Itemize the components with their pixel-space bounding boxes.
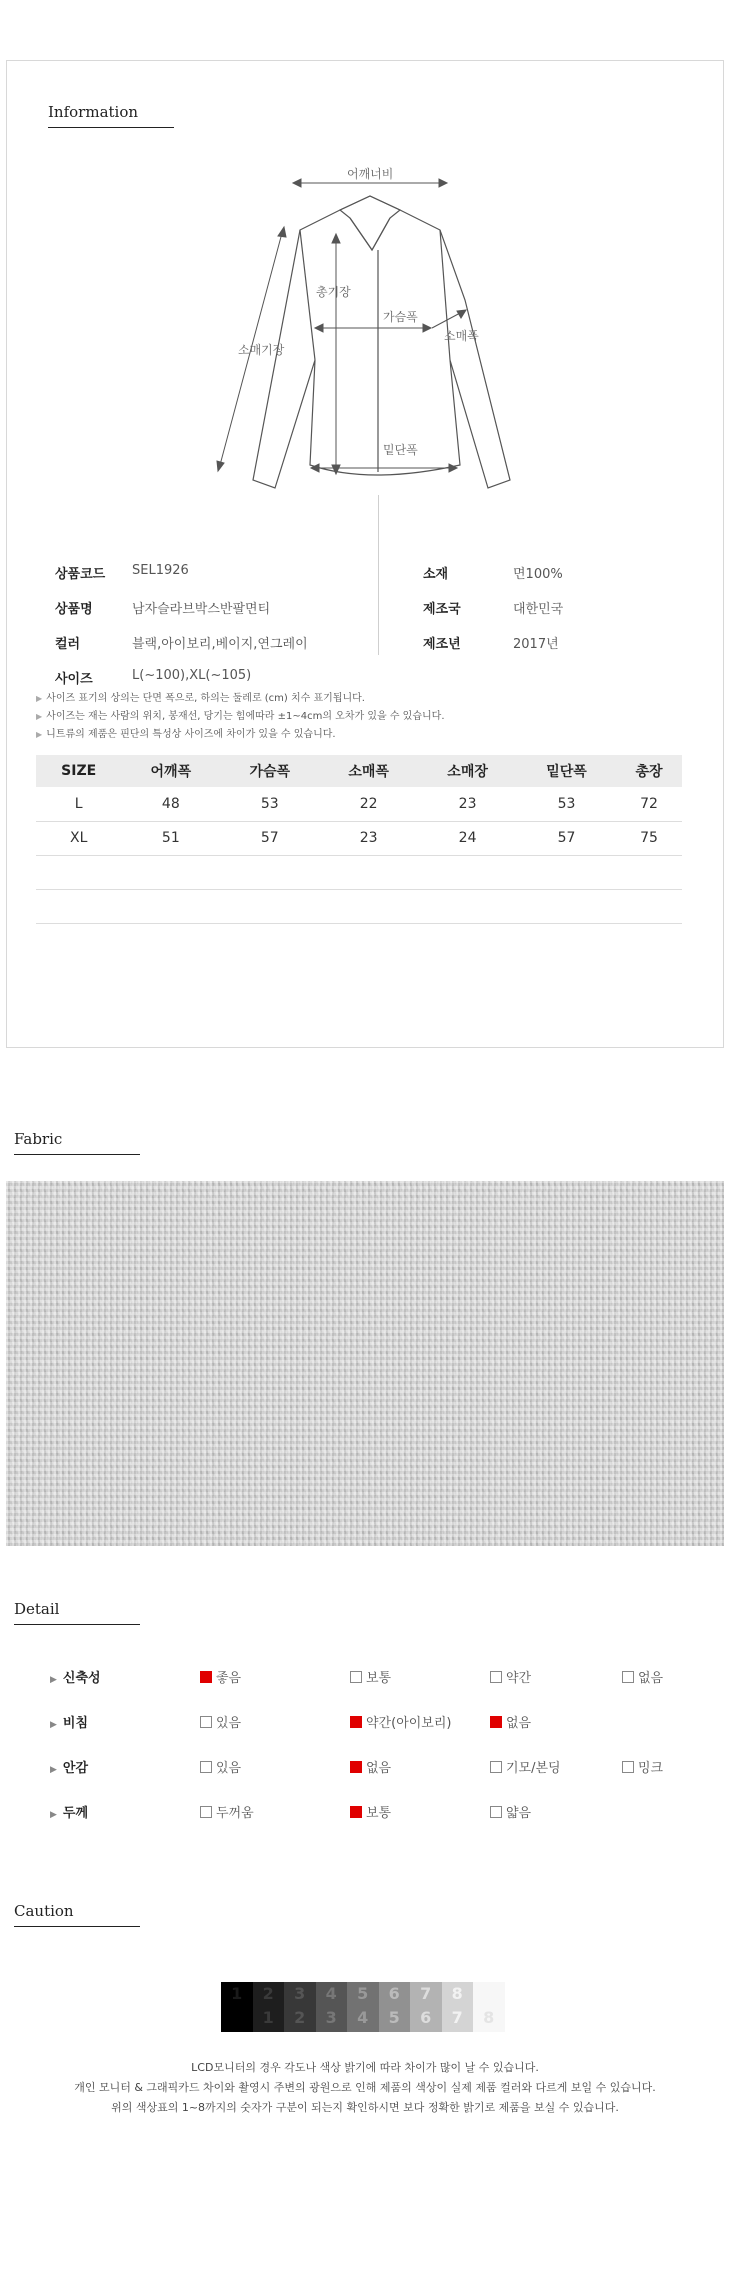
checkbox-checked-icon — [350, 1761, 362, 1773]
header-cell: 어깨폭 — [121, 755, 220, 787]
spec-key-material: 소재 — [423, 567, 449, 582]
table-cell: 22 — [319, 787, 418, 821]
brightness-swatch: 1 — [221, 1982, 253, 2032]
caution-line: 개인 모니터 & 그래픽카드 차이와 촬영시 주변의 광원으로 인해 제품의 색상이 실제 제품 컬러와 다르게 보일 수 있습니다. — [74, 2081, 656, 2094]
checkbox-checked-icon — [350, 1716, 362, 1728]
spec-value-code: SEL1926 — [132, 563, 189, 578]
spec-divider — [378, 495, 379, 655]
size-table — [36, 755, 682, 924]
checkbox-icon — [200, 1716, 212, 1728]
label-total-length: 총기장 — [316, 285, 351, 299]
detail-option: 없음 — [350, 1757, 391, 1776]
spec-value-year: 2017년 — [513, 637, 559, 652]
caution-line: LCD모니터의 경우 각도나 색상 밝기에 따라 차이가 많이 날 수 있습니다. — [191, 2061, 539, 2074]
size-note: ▶ 니트류의 제품은 핀단의 특성상 사이즈에 차이가 있을 수 있습니다. — [36, 726, 445, 744]
information-title: Information — [48, 103, 174, 128]
detail-row-stretch — [0, 1667, 730, 1687]
table-cell: 53 — [517, 787, 616, 821]
checkbox-checked-icon — [350, 1806, 362, 1818]
spec-key-size: 사이즈 — [55, 672, 93, 687]
table-row — [36, 889, 682, 923]
spec-key-year: 제조년 — [423, 637, 461, 652]
table-cell: 23 — [319, 821, 418, 855]
detail-option: 보통 — [350, 1667, 391, 1686]
label-sleeve-width: 소매폭 — [444, 329, 479, 343]
detail-option: 좋음 — [200, 1667, 241, 1686]
header-cell: 소매장 — [418, 755, 517, 787]
header-cell: 밑단폭 — [517, 755, 616, 787]
detail-option: 약간(아이보리) — [350, 1712, 452, 1731]
label-shoulder: 어깨너비 — [347, 167, 394, 181]
checkbox-icon — [622, 1761, 634, 1773]
spec-key-country: 제조국 — [423, 602, 461, 617]
detail-option: 없음 — [490, 1712, 531, 1731]
table-cell: 23 — [418, 787, 517, 821]
size-notes — [36, 690, 445, 744]
detail-row-lining — [0, 1757, 730, 1777]
table-cell: 48 — [121, 787, 220, 821]
detail-option: 기모/본딩 — [490, 1757, 561, 1776]
table-row — [36, 787, 682, 821]
brightness-swatch: 2 1 — [253, 1982, 285, 2032]
spec-value-color: 블랙,아이보리,베이지,연그레이 — [132, 637, 308, 652]
spec-value-name: 남자슬라브박스반팔면티 — [132, 602, 271, 617]
detail-label: ▶ 안감 — [50, 1757, 88, 1776]
table-cell: 51 — [121, 821, 220, 855]
header-cell: 소매폭 — [319, 755, 418, 787]
checkbox-icon — [490, 1761, 502, 1773]
detail-row-thickness — [0, 1802, 730, 1822]
caution-title: Caution — [14, 1902, 140, 1927]
detail-label: ▶ 비침 — [50, 1712, 88, 1731]
spec-key-name: 상품명 — [55, 602, 93, 617]
header-cell: SIZE — [36, 755, 121, 787]
table-cell: 24 — [418, 821, 517, 855]
table-cell: 57 — [220, 821, 319, 855]
detail-label: ▶ 두께 — [50, 1802, 88, 1821]
brightness-swatch: 3 2 — [284, 1982, 316, 2032]
size-note: ▶ 사이즈 표기의 상의는 단면 폭으로, 하의는 둘레로 (cm) 치수 표기됩니다. — [36, 690, 445, 708]
detail-option: 얇음 — [490, 1802, 531, 1821]
spec-value-country: 대한민국 — [513, 602, 564, 617]
table-row — [36, 855, 682, 889]
brightness-swatch: 8 — [473, 1982, 505, 2032]
detail-option: 보통 — [350, 1802, 391, 1821]
spec-key-color: 컬러 — [55, 637, 81, 652]
brightness-swatch: 7 6 — [410, 1982, 442, 2032]
detail-option: 밍크 — [622, 1757, 663, 1776]
table-cell: XL — [36, 821, 121, 855]
table-cell: 75 — [616, 821, 682, 855]
brightness-swatches — [221, 1982, 505, 2032]
detail-title: Detail — [14, 1600, 140, 1625]
detail-row-sheer — [0, 1712, 730, 1732]
header-cell: 총장 — [616, 755, 682, 787]
fabric-swatch-image — [6, 1181, 724, 1546]
table-row — [36, 821, 682, 855]
table-cell: 72 — [616, 787, 682, 821]
checkbox-icon — [622, 1671, 634, 1683]
size-table-header — [36, 755, 682, 787]
shirt-measurement-diagram — [200, 100, 540, 500]
spec-key-code: 상품코드 — [55, 567, 106, 582]
label-chest: 가슴폭 — [383, 310, 418, 324]
brightness-swatch: 6 5 — [379, 1982, 411, 2032]
caution-line: 위의 색상표의 1~8까지의 숫자가 구분이 되는지 확인하시면 보다 정확한 밝기로 제품을 보실 수 있습니다. — [111, 2101, 619, 2114]
table-cell: L — [36, 787, 121, 821]
detail-option: 두꺼움 — [200, 1802, 254, 1821]
detail-option: 있음 — [200, 1712, 241, 1731]
header-cell: 가슴폭 — [220, 755, 319, 787]
checkbox-icon — [200, 1806, 212, 1818]
label-sleeve-length: 소매기장 — [238, 343, 285, 357]
brightness-swatch: 5 4 — [347, 1982, 379, 2032]
checkbox-icon — [490, 1806, 502, 1818]
checkbox-checked-icon — [200, 1671, 212, 1683]
brightness-swatch: 8 7 — [442, 1982, 474, 2032]
checkbox-icon — [350, 1671, 362, 1683]
detail-option: 약간 — [490, 1667, 531, 1686]
label-hem: 밑단폭 — [383, 443, 418, 457]
checkbox-icon — [490, 1671, 502, 1683]
spec-value-material: 면100% — [513, 567, 563, 582]
table-cell: 57 — [517, 821, 616, 855]
brightness-swatch: 4 3 — [316, 1982, 348, 2032]
detail-option: 없음 — [622, 1667, 663, 1686]
detail-option: 있음 — [200, 1757, 241, 1776]
checkbox-checked-icon — [490, 1716, 502, 1728]
table-cell: 53 — [220, 787, 319, 821]
spec-value-size: L(~100),XL(~105) — [132, 668, 252, 683]
detail-label: ▶ 신축성 — [50, 1667, 101, 1686]
checkbox-icon — [200, 1761, 212, 1773]
size-note: ▶ 사이즈는 재는 사람의 위치, 봉재선, 당기는 힘에따라 ±1~4cm의 오차가 있을 수 있습니다. — [36, 708, 445, 726]
fabric-title: Fabric — [14, 1130, 140, 1155]
